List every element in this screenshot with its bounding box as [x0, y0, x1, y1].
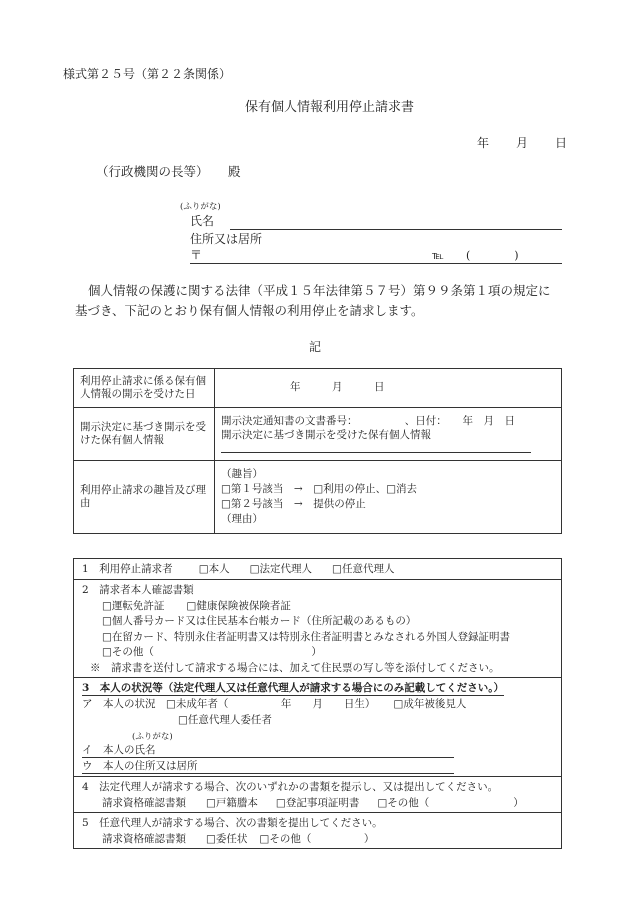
name-field[interactable] — [230, 229, 562, 230]
section-principal-status — [74, 677, 561, 776]
address-label: 住所又は居所 — [190, 232, 263, 246]
other-document-checkbox[interactable]: □その他（ ） — [102, 646, 322, 659]
table-label: 利用停止請求の趣旨及び理由 — [74, 461, 215, 534]
other-voluntary-document-checkbox[interactable]: □その他（ ） — [259, 832, 375, 845]
name-label: 氏名 — [190, 214, 215, 228]
form-number: 様式第２５号（第２２条関係） — [63, 67, 232, 81]
qualification-label: 請求資格確認書類 — [102, 796, 186, 809]
drivers-license-checkbox[interactable]: □運転免許証 — [102, 599, 165, 612]
disclosure-date-cell[interactable] — [215, 369, 562, 408]
purpose-label: （趣旨） — [221, 467, 263, 480]
principal-status-heading: 3 本人の状況等（法定代理人又は任意代理人が請求する場合にのみ記載してください。） — [82, 682, 504, 696]
disclosure-date: 年 月 日 — [290, 381, 385, 394]
body-text-line1: 個人情報の保護に関する法律（平成１５年法律第５７号）第９９条第１項の規定に — [88, 283, 551, 298]
request-details-table — [73, 368, 562, 534]
year-label: 年 — [477, 136, 490, 150]
legal-agent-checkbox[interactable]: □法定代理人 — [249, 563, 313, 576]
purpose-reason-cell[interactable] — [215, 461, 562, 534]
minor-checkbox[interactable]: ア 本人の状況 □未成年者（ 年 月 日生） — [82, 698, 376, 711]
table-row — [74, 369, 562, 408]
mail-note: ※ 請求書を送付して請求する場合には、加えて住民票の写し等を添付してください。 — [90, 662, 500, 675]
addressee-label: （行政機関の長等） — [96, 164, 209, 179]
table-label: 開示決定に基づき開示を受けた保有個人情報 — [74, 408, 215, 461]
postal-mark: 〒 — [190, 248, 203, 262]
power-of-attorney-checkbox[interactable]: □委任状 — [206, 832, 248, 845]
table-row — [74, 408, 562, 461]
section-voluntary-agent-documents — [74, 812, 561, 848]
identity-heading: 2 請求者本人確認書類 — [82, 584, 194, 597]
voluntary-agent-heading: 5 任意代理人が請求する場合、次の書類を提出してください。 — [82, 817, 383, 830]
month-label: 月 — [516, 136, 529, 150]
principal-checkbox[interactable]: □本人 — [198, 563, 230, 576]
item1-checkbox[interactable]: □第１号該当 → □利用の停止、□消去 — [221, 482, 418, 495]
principal-address-label: ウ 本人の住所又は居所 — [82, 759, 198, 772]
family-register-checkbox[interactable]: □戸籍謄本 — [206, 796, 258, 809]
requester-heading: 1 利用停止請求者 — [82, 563, 173, 576]
address-field[interactable] — [190, 263, 562, 264]
other-legal-document-checkbox[interactable]: □その他（ ） — [377, 796, 524, 809]
disclosed-info-label: 開示決定に基づき開示を受けた保有個人情報 — [221, 428, 431, 441]
body-text-line2: 基づき、下記のとおり保有個人情報の利用停止を請求します。 — [75, 303, 424, 318]
principal-name-label: イ 本人の氏名 — [82, 744, 156, 756]
disclosure-document-number: 開示決定通知書の文書番号： 、日付： 年 月 日 — [221, 415, 515, 428]
day-label: 日 — [555, 136, 568, 150]
principal-address-field[interactable] — [82, 760, 454, 774]
table-row — [74, 461, 562, 534]
reason-label: （理由） — [221, 513, 263, 526]
section-identity-documents — [74, 579, 561, 678]
qualification-label: 請求資格確認書類 — [102, 832, 186, 845]
table-label: 利用停止請求に係る保有個人情報の開示を受けた日 — [74, 369, 215, 408]
registry-certificate-checkbox[interactable]: □登記事項証明書 — [275, 796, 360, 809]
insurance-card-checkbox[interactable]: □健康保険被保険者証 — [186, 599, 291, 612]
item2-checkbox[interactable]: □第２号該当 → 提供の停止 — [221, 498, 366, 510]
form-title: 保有個人情報利用停止請求書 — [245, 100, 415, 115]
principal-furigana-label: (ふりがな) — [132, 731, 173, 742]
section-requester — [74, 559, 561, 579]
legal-agent-heading: 4 法定代理人が請求する場合、次のいずれかの書類を提示し、又は提出してください。 — [82, 781, 499, 794]
addressee-honorific: 殿 — [228, 164, 241, 179]
tel-label: ℡ — [432, 249, 444, 262]
tel-paren: ( ) — [466, 249, 519, 262]
ki-label: 記 — [309, 340, 322, 354]
disclosed-info-cell[interactable] — [215, 408, 562, 461]
mynumber-card-checkbox[interactable]: □個人番号カード又は住民基本台帳カード（住所記載のあるもの） — [102, 615, 417, 628]
voluntary-agent-checkbox[interactable]: □任意代理人 — [332, 563, 395, 576]
adult-ward-checkbox[interactable]: □成年被後見人 — [393, 698, 467, 711]
residence-card-checkbox[interactable]: □在留カード、特別永住者証明書又は特別永住者証明書とみなされる外国人登録証明書 — [102, 630, 510, 643]
disclosed-info-field[interactable] — [221, 452, 531, 453]
section-legal-agent-documents — [74, 776, 561, 812]
requester-details-box — [73, 558, 562, 849]
furigana-label: (ふりがな) — [180, 202, 221, 212]
mandator-checkbox[interactable]: □任意代理人委任者 — [178, 713, 272, 726]
principal-name-field[interactable] — [82, 744, 454, 758]
